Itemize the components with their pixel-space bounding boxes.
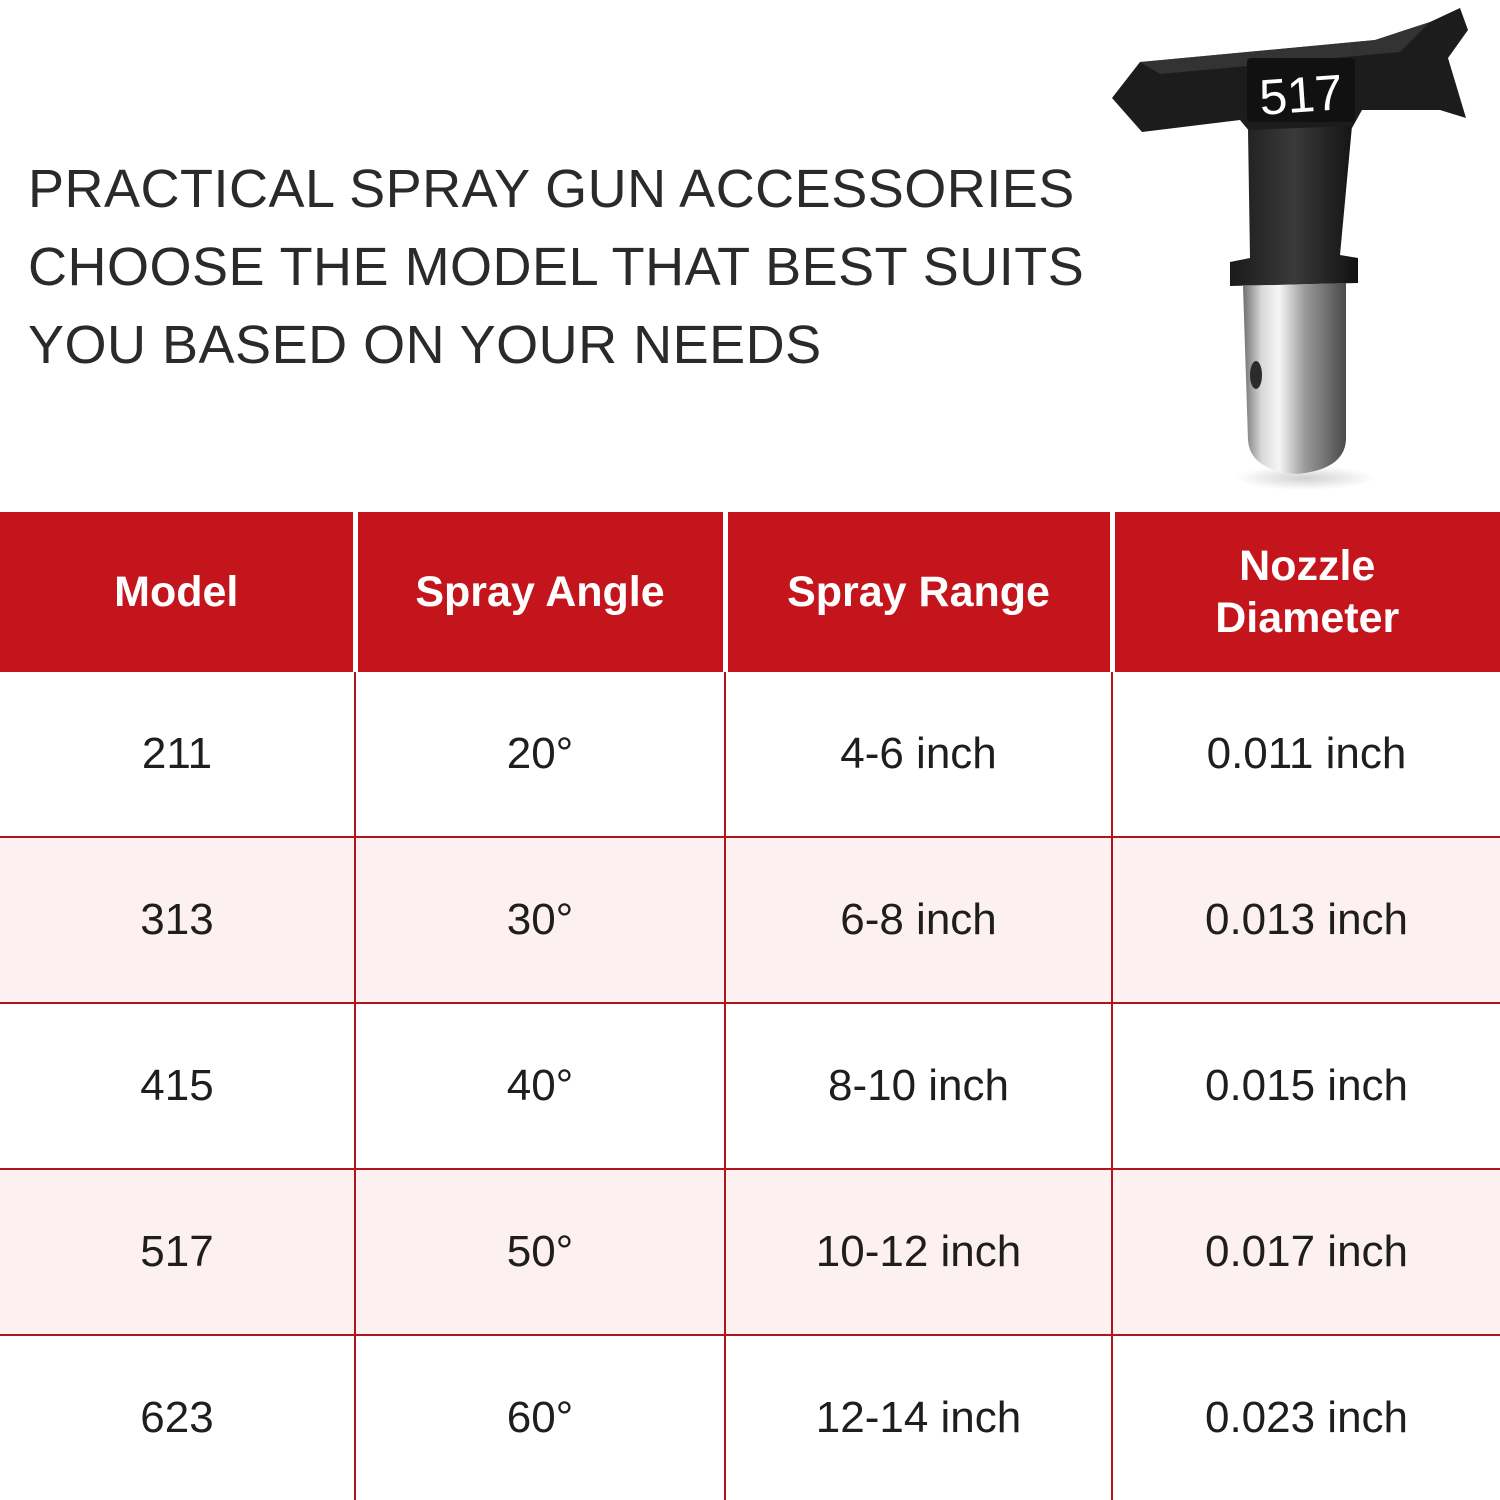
cell-range: 10-12 inch [725,1169,1112,1335]
headline-line-3: YOU BASED ON YOUR NEEDS [28,315,822,375]
spec-table [0,512,1500,1500]
cell-angle: 30° [355,837,725,1003]
cell-model: 211 [141,728,213,778]
table-row [0,1335,1500,1500]
cell-diameter: 0.023 inch [1112,1335,1500,1500]
cell-angle: 20° [355,672,725,837]
header-nozzle-line-2: Diameter [1215,594,1400,642]
cell-range: 6-8 inch [725,837,1112,1003]
table-row [0,837,1500,1003]
cell-range: 12-14 inch [725,1335,1112,1500]
spray-tip-image [1100,0,1500,500]
headline-line-1: PRACTICAL SPRAY GUN ACCESSORIES [28,159,1075,219]
header-nozzle-diameter [1112,512,1500,672]
cell-range: 4-6 inch [725,672,1112,837]
cell-model: 517 [0,1169,355,1335]
header-model: Model [0,512,355,672]
tip-number: 517 [1257,64,1345,126]
spray-tip-icon [1100,0,1500,500]
cell-angle: 50° [355,1169,725,1335]
header-spray-angle: Spray Angle [355,512,725,672]
cell-diameter: 0.015 inch [1112,1003,1500,1169]
table-header-row [0,512,1500,672]
table-row [0,1003,1500,1169]
cell-diameter: 0.017 inch [1112,1169,1500,1335]
cell-range: 8-10 inch [725,1003,1112,1169]
cell-diameter: 0.011 inch [1112,672,1500,837]
header-spray-range: Spray Range [725,512,1112,672]
table-row [0,672,1500,837]
header-nozzle-line-1: Nozzle [1239,542,1376,590]
cell-angle: 40° [355,1003,725,1169]
cell-model: 623 [0,1335,355,1500]
cell-angle: 60° [355,1335,725,1500]
cell-model: 313 [0,837,355,1003]
headline [28,150,1108,384]
cell-model: 415 [0,1003,355,1169]
table-row [0,1169,1500,1335]
headline-line-2: CHOOSE THE MODEL THAT BEST SUITS [28,237,1085,297]
cell-diameter: 0.013 inch [1112,837,1500,1003]
